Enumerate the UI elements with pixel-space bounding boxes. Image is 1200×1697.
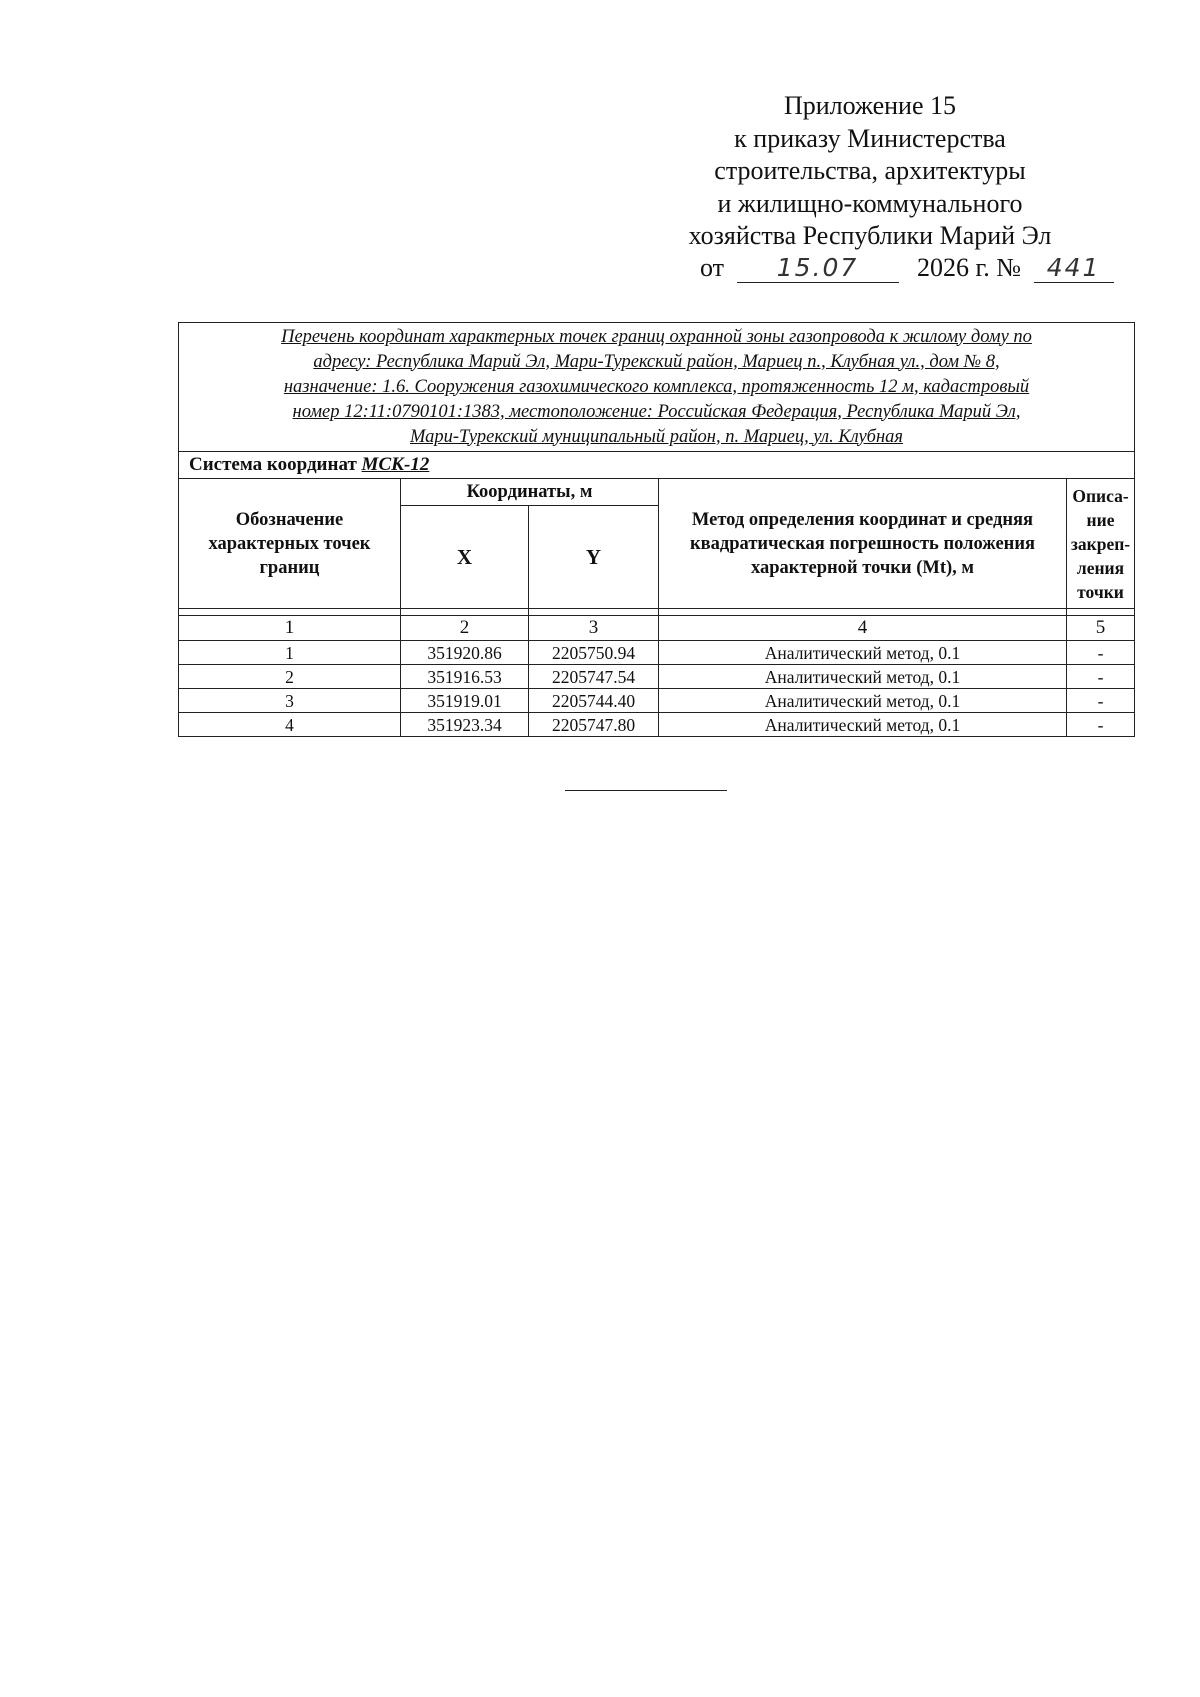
table-row: [179, 713, 1135, 737]
gap-cell: [1067, 609, 1135, 616]
closing-divider-line: [565, 790, 727, 791]
cell-point: 2: [179, 665, 401, 689]
cell-y: 2205744.40: [529, 689, 659, 713]
header-x: X: [401, 506, 529, 609]
cell-method: Аналитический метод, 0.1: [659, 641, 1067, 665]
coordinate-system-label: Система координат: [189, 454, 357, 475]
cell-x: 351920.86: [401, 641, 529, 665]
cell-description: -: [1067, 689, 1135, 713]
cell-point: 3: [179, 689, 401, 713]
table-row: [179, 689, 1135, 713]
table-title-line: Перечень координат характерных точек границ охранной зоны газопровода к жилому дому по: [281, 326, 1032, 347]
order-date-handwritten: 15.07: [737, 254, 899, 283]
column-number: 2: [401, 616, 529, 641]
order-date-number-line: [700, 252, 1120, 284]
cell-method: Аналитический метод, 0.1: [659, 713, 1067, 737]
header-description: Описа-ние закреп-ления точки: [1067, 479, 1135, 609]
cell-description: -: [1067, 641, 1135, 665]
cell-y: 2205747.54: [529, 665, 659, 689]
table-gap-row: [179, 609, 1135, 616]
table-title-line: номер 12:11:0790101:1383, местоположение: Российская Федерация, Республика Марий Эл,: [292, 401, 1021, 422]
cell-y: 2205747.80: [529, 713, 659, 737]
header-y: Y: [529, 506, 659, 609]
cell-description: -: [1067, 665, 1135, 689]
table-title-line: Мари-Турекский муниципальный район, п. Мариец, ул. Клубная: [410, 426, 904, 447]
cell-point: 1: [179, 641, 401, 665]
cell-description: -: [1067, 713, 1135, 737]
table-title-line: адресу: Республика Марий Эл, Мари-Турекский район, Мариец п., Клубная ул., дом № 8,: [313, 351, 1000, 372]
column-number: 3: [529, 616, 659, 641]
order-year-label: 2026 г. №: [917, 253, 1022, 282]
coordinate-system-value: МСК-12: [361, 454, 430, 475]
cell-method: Аналитический метод, 0.1: [659, 665, 1067, 689]
gap-cell: [659, 609, 1067, 616]
table-row: [179, 641, 1135, 665]
gap-cell: [179, 609, 401, 616]
cell-point: 4: [179, 713, 401, 737]
table-row: [179, 665, 1135, 689]
column-number: 4: [659, 616, 1067, 641]
cell-x: 351919.01: [401, 689, 529, 713]
appendix-line: к приказу Министерства: [734, 123, 1006, 153]
appendix-line: Приложение 15: [783, 91, 957, 120]
cell-method: Аналитический метод, 0.1: [659, 689, 1067, 713]
gap-cell: [401, 609, 529, 616]
column-number-row: [179, 616, 1135, 641]
header-designation: Обозначение характерных точек границ: [179, 479, 401, 609]
appendix-line: и жилищно-коммунального: [717, 188, 1023, 218]
cell-y: 2205750.94: [529, 641, 659, 665]
appendix-caption: [650, 90, 1090, 253]
cell-x: 351923.34: [401, 713, 529, 737]
appendix-line: хозяйства Республики Марий Эл: [688, 221, 1052, 250]
coordinate-system: [179, 452, 1135, 479]
coordinates-table: [178, 322, 1135, 737]
table-title-line: назначение: 1.6. Сооружения газохимического комплекса, протяженность 12 м, кадастровый: [283, 376, 1030, 397]
order-prefix: от: [700, 253, 725, 282]
cell-x: 351916.53: [401, 665, 529, 689]
appendix-line: строительства, архитектуры: [714, 156, 1026, 185]
order-number-handwritten: 441: [1034, 254, 1114, 283]
header-coordinates: Координаты, м: [401, 479, 659, 506]
table-title: [179, 323, 1135, 452]
column-number: 5: [1067, 616, 1135, 641]
column-number: 1: [179, 616, 401, 641]
gap-cell: [529, 609, 659, 616]
header-method: Метод определения координат и средняя квадратическая погрешность положения характерной точки (Mt), м: [659, 479, 1067, 609]
